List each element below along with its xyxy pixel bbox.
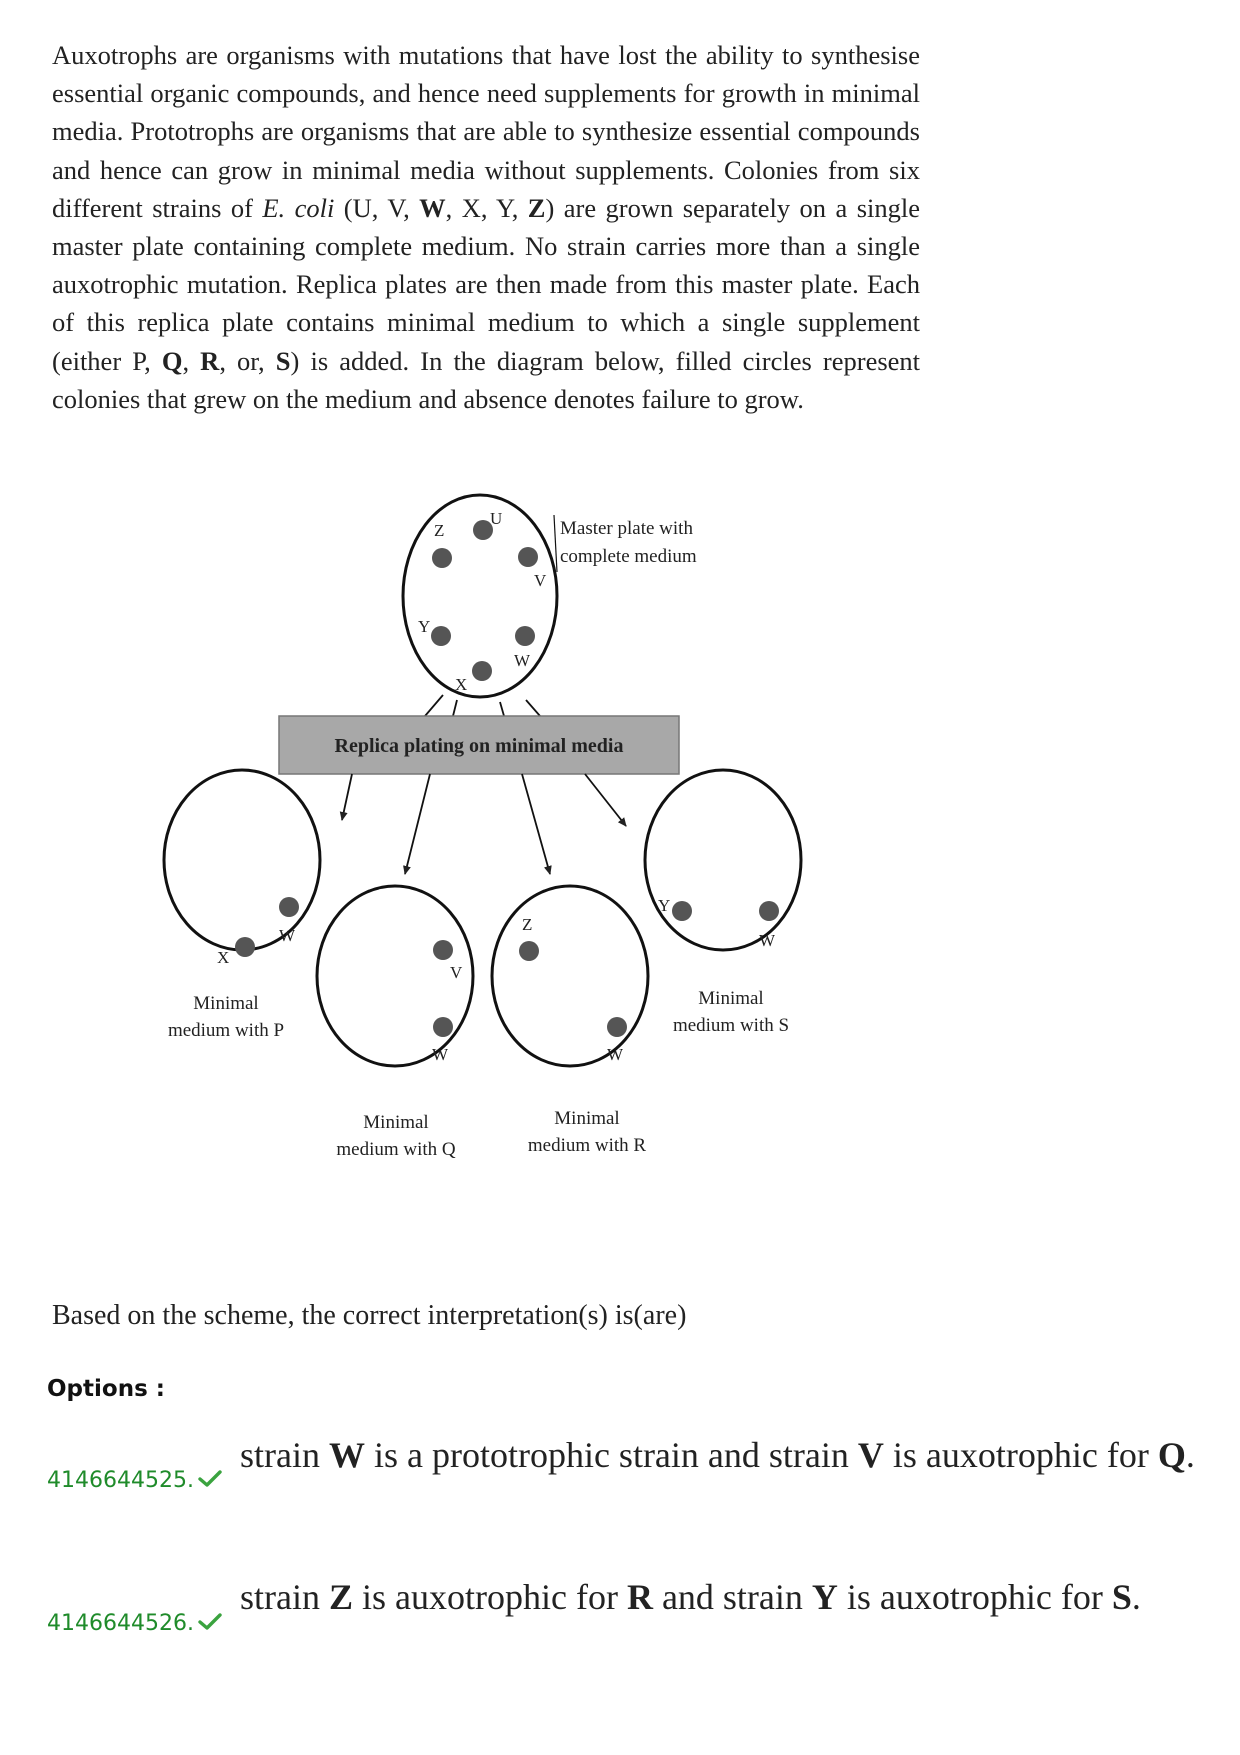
option-1-strain-w: W xyxy=(328,1435,365,1475)
plate-s-colony-y xyxy=(672,901,692,921)
plate-r-label-z: Z xyxy=(522,915,533,934)
option-2-number: 4146644526. xyxy=(47,1611,194,1636)
option-1-strain-v: V xyxy=(857,1435,884,1475)
strain-x: X xyxy=(461,192,481,223)
check-icon xyxy=(198,1470,222,1488)
option-2-part: and strain xyxy=(652,1577,812,1617)
plate-p-colony-w xyxy=(279,897,299,917)
option-1-period: . xyxy=(1185,1435,1195,1475)
option-1-id[interactable] xyxy=(47,1468,222,1493)
plate-p-label-w: W xyxy=(279,926,296,945)
plate-r xyxy=(492,886,648,1066)
option-1-part: strain xyxy=(240,1435,329,1475)
passage-text-3: ) are grown separately on a single master plate containing complete medium. No strain carries more than a single auxotrophic mutation. Replica plates are then made from this master plate. Each of this replica plate contains minimal medium to which a single supplement (either xyxy=(52,192,921,376)
plate-q-colony-w xyxy=(433,1017,453,1037)
strain-u: U xyxy=(352,192,372,223)
option-2-strain-y: Y xyxy=(811,1577,838,1617)
plate-q-label-2: medium with Q xyxy=(336,1139,456,1160)
plate-q-label-w: W xyxy=(432,1045,449,1064)
strain-v: V xyxy=(387,192,404,223)
plate-s-label-y: Y xyxy=(658,896,671,915)
option-1-supplement-q: Q xyxy=(1157,1435,1186,1475)
plate-s-label-1: Minimal xyxy=(698,988,764,1009)
question-prompt: Based on the scheme, the correct interpretation(s) is(are) xyxy=(52,1300,687,1331)
master-colony-v xyxy=(518,547,538,567)
plate-p-label-x: X xyxy=(217,948,230,967)
option-2-supplement-r: R xyxy=(626,1577,653,1617)
plate-r-label-2: medium with R xyxy=(527,1135,647,1156)
strain-y: Y xyxy=(495,192,512,223)
plate-s xyxy=(645,770,801,950)
master-label-y: Y xyxy=(418,617,431,636)
master-label-u: U xyxy=(490,509,503,528)
plate-q-label-v: V xyxy=(450,963,463,982)
plate-p xyxy=(164,770,320,950)
option-2-id[interactable] xyxy=(47,1611,222,1636)
replica-plating-diagram xyxy=(0,470,1240,1190)
question-passage: Auxotrophs are organisms with mutations that have lost the ability to synthesise essential organic compounds, and hence need supplements for growth in minimal media. Prototrophs are organisms that are able to synthesize essential compounds and hence can grow in minimal media without supplements. Colonies from six different strains of E. coli (U, V, W, X, Y, Z) are grown separately on a single master plate containing complete medium. No strain carries more than a single auxotrophic mutation. Replica plates are then made from this master plate. Each of this replica plate contains minimal medium to which a single supplement (either P, Q, R, or, S) is added. In the diagram below, filled circles represent colonies that grew on the medium and absence denotes failure to grow. xyxy=(52,40,921,414)
option-2-part: is auxotrophic for xyxy=(837,1577,1112,1617)
supplement-p: P xyxy=(132,345,145,376)
plate-r-label-w: W xyxy=(607,1045,624,1064)
plate-p-label-1: Minimal xyxy=(193,993,259,1014)
plate-q-colony-v xyxy=(433,940,453,960)
plate-p-label-2: medium with P xyxy=(167,1020,285,1041)
option-2-strain-z: Z xyxy=(328,1577,353,1617)
replica-box-label: Replica plating on minimal media xyxy=(334,735,624,757)
option-2-text[interactable] xyxy=(240,1576,1141,1618)
plate-q-label-1: Minimal xyxy=(363,1112,429,1133)
plate-r-colony-z xyxy=(519,941,539,961)
plate-s-label-w: W xyxy=(759,931,776,950)
option-1-part: is auxotrophic for xyxy=(883,1435,1158,1475)
plate-s-colony-w xyxy=(759,901,779,921)
option-2-part: is auxotrophic for xyxy=(353,1577,627,1617)
master-plate-label-2: complete medium xyxy=(560,546,697,567)
option-1-part: is a prototrophic strain and strain xyxy=(364,1435,858,1475)
strain-z: Z xyxy=(527,192,546,223)
passage-text-1: Auxotrophs are organisms with mutations that have lost the ability to synthesise essential organic compounds, and hence need supplements for growth in minimal media. Prototrophs are organisms that are able to synthesize essential compounds and hence can grow in minimal media without supplements. Colonies from six different strains of xyxy=(52,40,920,223)
option-2-supplement-s: S xyxy=(1111,1577,1132,1617)
option-1-text[interactable] xyxy=(240,1434,1195,1476)
check-icon xyxy=(198,1613,222,1631)
master-colony-w xyxy=(515,626,535,646)
master-colony-z xyxy=(432,548,452,568)
master-colony-y xyxy=(431,626,451,646)
supplement-s: S xyxy=(275,345,291,376)
master-plate-label-1: Master plate with xyxy=(560,518,693,539)
species-name: E. coli xyxy=(262,192,335,223)
plate-r-colony-w xyxy=(607,1017,627,1037)
option-1-number: 4146644525. xyxy=(47,1468,194,1493)
master-label-x: X xyxy=(455,675,468,694)
strain-w: W xyxy=(419,192,446,223)
master-colony-x xyxy=(472,661,492,681)
passage-text-4: ) is added. In the diagram below, filled circles represent colonies that grew on the medium and absence denotes failure to grow. xyxy=(52,345,921,414)
option-2-period: . xyxy=(1131,1577,1141,1617)
master-label-v: V xyxy=(534,571,547,590)
option-2-part: strain xyxy=(240,1577,329,1617)
options-heading: Options : xyxy=(47,1376,165,1402)
passage-text-2: ( xyxy=(334,192,353,223)
plate-r-label-1: Minimal xyxy=(554,1108,620,1129)
plate-p-colony-x xyxy=(235,937,255,957)
supplement-r: R xyxy=(200,345,220,376)
plate-s-label-2: medium with S xyxy=(672,1015,790,1036)
supplement-q: Q xyxy=(161,345,183,376)
master-label-z: Z xyxy=(434,521,445,540)
master-label-w: W xyxy=(514,651,531,670)
